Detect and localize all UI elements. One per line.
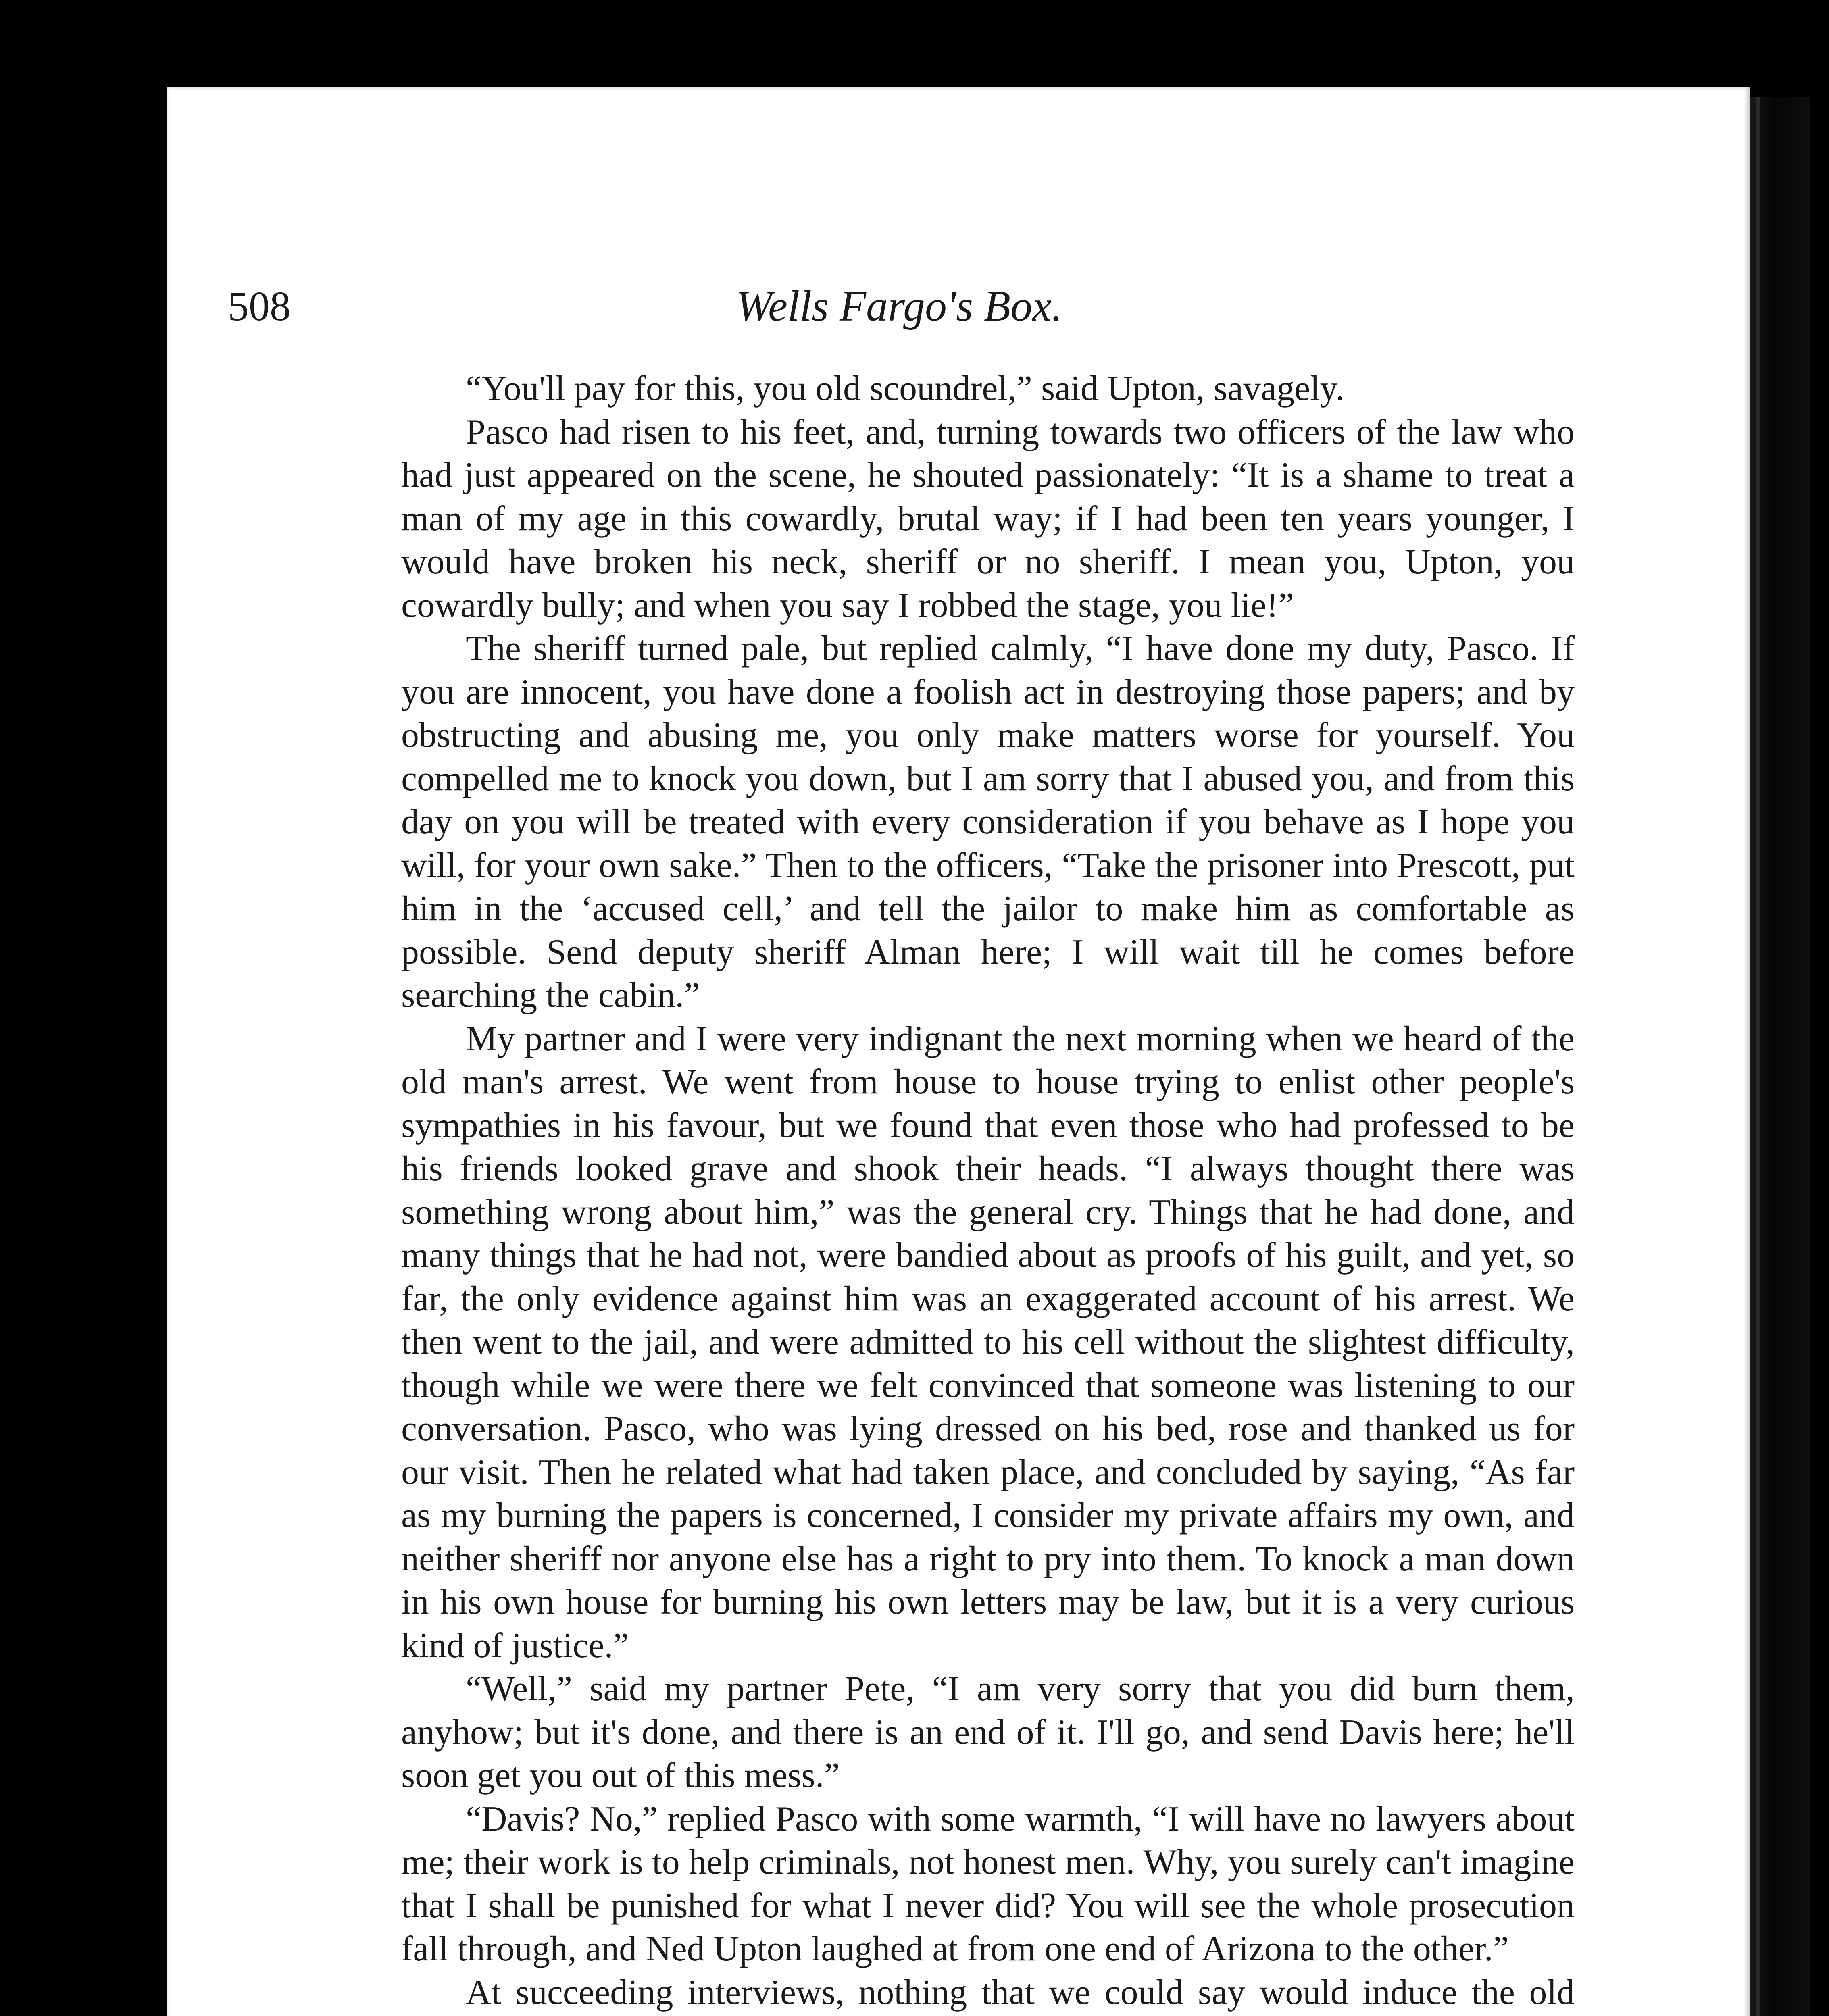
paragraph: The sheriff turned pale, but replied calmly, “I have done my duty, Pasco. If you are innocent, you have done a foolish act in destroying those papers; and by obstructing and abusing me, you only make matters worse for yourself. You compelled me to knock you down, but I am sorry that I abused you, and from this day on you will be treated with every consideration if you behave as I hope you will, for your own sake.” Then to the officers, “Take the prisoner into Prescott, put him in the ‘accused cell,’ and tell the jailor to make him as comfortable as possible. Send deputy sheriff Alman here; I will wait till he comes before searching the cabin.” [401,629,1575,1015]
page-header [228,282,1571,331]
page-number: 508 [228,283,291,329]
paragraph: “Davis? No,” replied Pasco with some warmth, “I will have no lawyers about me; their work is to help criminals, not honest men. Why, you surely can't imagine that I shall be punished for what I never did? You will see the whole prosecution fall through, and Ned Upton laughed at from one end of Arizona to the other.” [401,1799,1575,1968]
paragraph: At succeeding interviews, nothing that we could say would induce the old [466,1972,1575,2012]
paragraph: My partner and I were very indignant the next morning when we heard of the old man's arrest. We went from house to house trying to enlist other people's sympathies in his favour, but we found that even those who had professed to be his friends looked grave and shook their heads. “I always thought there was something wrong about him,” was the general cry. Things that he had done, and many things that he had not, were bandied about as proofs of his guilt, and yet, so far, the only evidence against him was an exaggerated account of his arrest. We then went to the jail, and were admitted to his cell without the slightest difficulty, though while we were there we felt convinced that someone was listening to our conversation. Pasco, who was lying dressed on his bed, rose and thanked us for our visit. Then he related what had taken place, and concluded by saying, “As far as my burning the papers is concerned, I consider my private affairs my own, and neither sheriff nor anyone else has a right to pry into them. To knock a man down in his own house for burning his own letters may be law, but it is a very curious kind of justice.” [401,1019,1575,1665]
running-title: Wells Fargo's Box. [735,282,1063,330]
adjacent-page-edge [1750,97,1810,2016]
paragraph: “You'll pay for this, you old scoundrel,” said Upton, savagely. [466,369,1344,408]
body-text [401,367,1575,2016]
paragraph: “Well,” said my partner Pete, “I am very sorry that you did burn them, anyhow; but it's done, and there is an end of it. I'll go, and send Davis here; he'll soon get you out of this mess.” [401,1669,1575,1795]
paragraph: Pasco had risen to his feet, and, turning towards two officers of the law who had just appeared on the scene, he shouted passionately: “It is a shame to treat a man of my age in this cowardly, brutal way; if I had been ten years younger, I would have broken his neck, sheriff or no sheriff. I mean you, Upton, you cowardly bully; and when you say I robbed the stage, you lie!” [401,412,1575,625]
